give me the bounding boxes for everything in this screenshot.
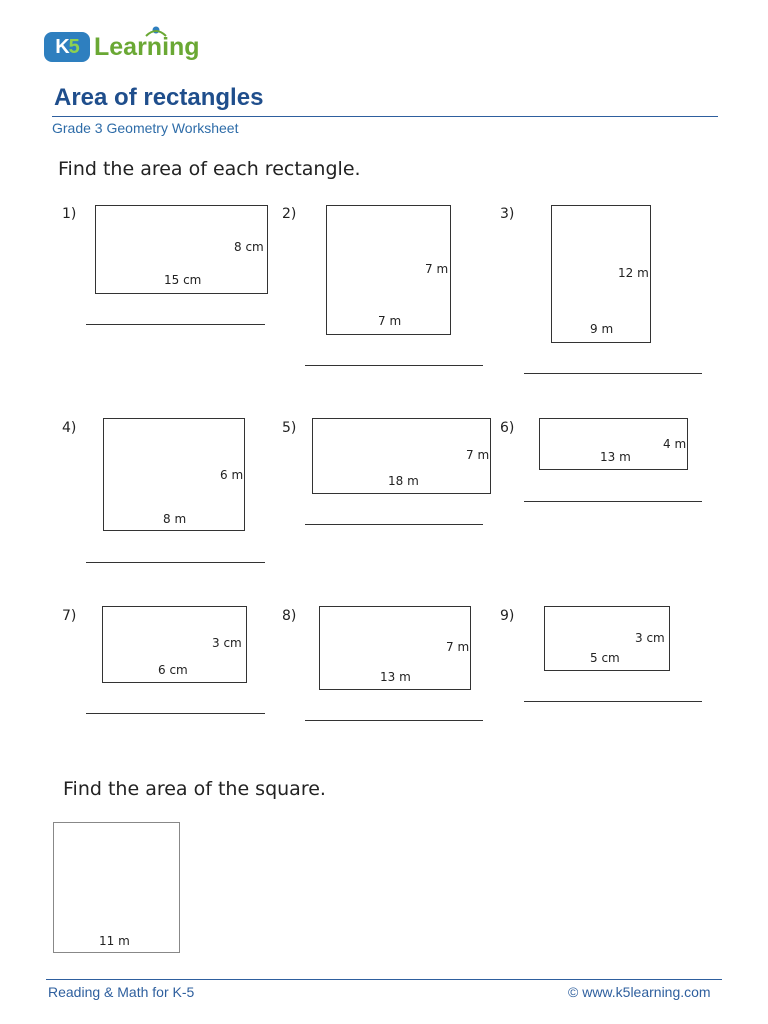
width-label: 13 m [600,450,631,464]
height-label: 8 cm [234,240,264,254]
problem-number: 4) [62,420,77,436]
height-label: 7 m [446,640,470,654]
page-subtitle: Grade 3 Geometry Worksheet [52,120,239,136]
height-label: 4 m [663,437,687,451]
answer-line[interactable] [86,713,265,714]
problem-number: 2) [282,206,297,222]
width-label: 6 cm [158,663,188,677]
instruction-square: Find the area of the square. [63,778,326,800]
problem-number: 3) [500,206,515,222]
footer-divider [46,979,722,980]
height-label: 7 m [466,448,490,462]
width-label: 5 cm [590,651,620,665]
footer-website[interactable]: © www.k5learning.com [568,984,711,1000]
height-label: 3 cm [635,631,665,645]
logo-text: Learning [94,33,200,61]
k5-badge: K5 [44,32,90,62]
width-label: 15 cm [164,273,202,287]
height-label: 6 m [220,468,244,482]
height-label: 12 m [618,266,649,280]
problem-number: 9) [500,608,515,624]
problem-number: 1) [62,206,77,222]
height-label: 3 cm [212,636,242,650]
height-label: 7 m [425,262,449,276]
person-star-icon [142,24,170,38]
header-divider [52,116,718,117]
k5-learning-logo [44,24,204,66]
problem-number: 6) [500,420,515,436]
side-label: 11 m [99,934,130,948]
problem-number: 7) [62,608,77,624]
width-label: 9 m [590,322,614,336]
width-label: 8 m [163,512,187,526]
answer-line[interactable] [524,501,702,502]
problem-number: 8) [282,608,297,624]
page-title: Area of rectangles [54,84,264,111]
footer-tagline: Reading & Math for K-5 [48,984,195,1000]
problem-number: 5) [282,420,297,436]
answer-line[interactable] [86,562,265,563]
answer-line[interactable] [86,324,265,325]
width-label: 13 m [380,670,411,684]
width-label: 7 m [378,314,402,328]
answer-line[interactable] [524,373,702,374]
answer-line[interactable] [305,720,483,721]
width-label: 18 m [388,474,419,488]
instruction-rectangles: Find the area of each rectangle. [58,158,361,180]
answer-line[interactable] [305,365,483,366]
answer-line[interactable] [524,701,702,702]
answer-line[interactable] [305,524,483,525]
